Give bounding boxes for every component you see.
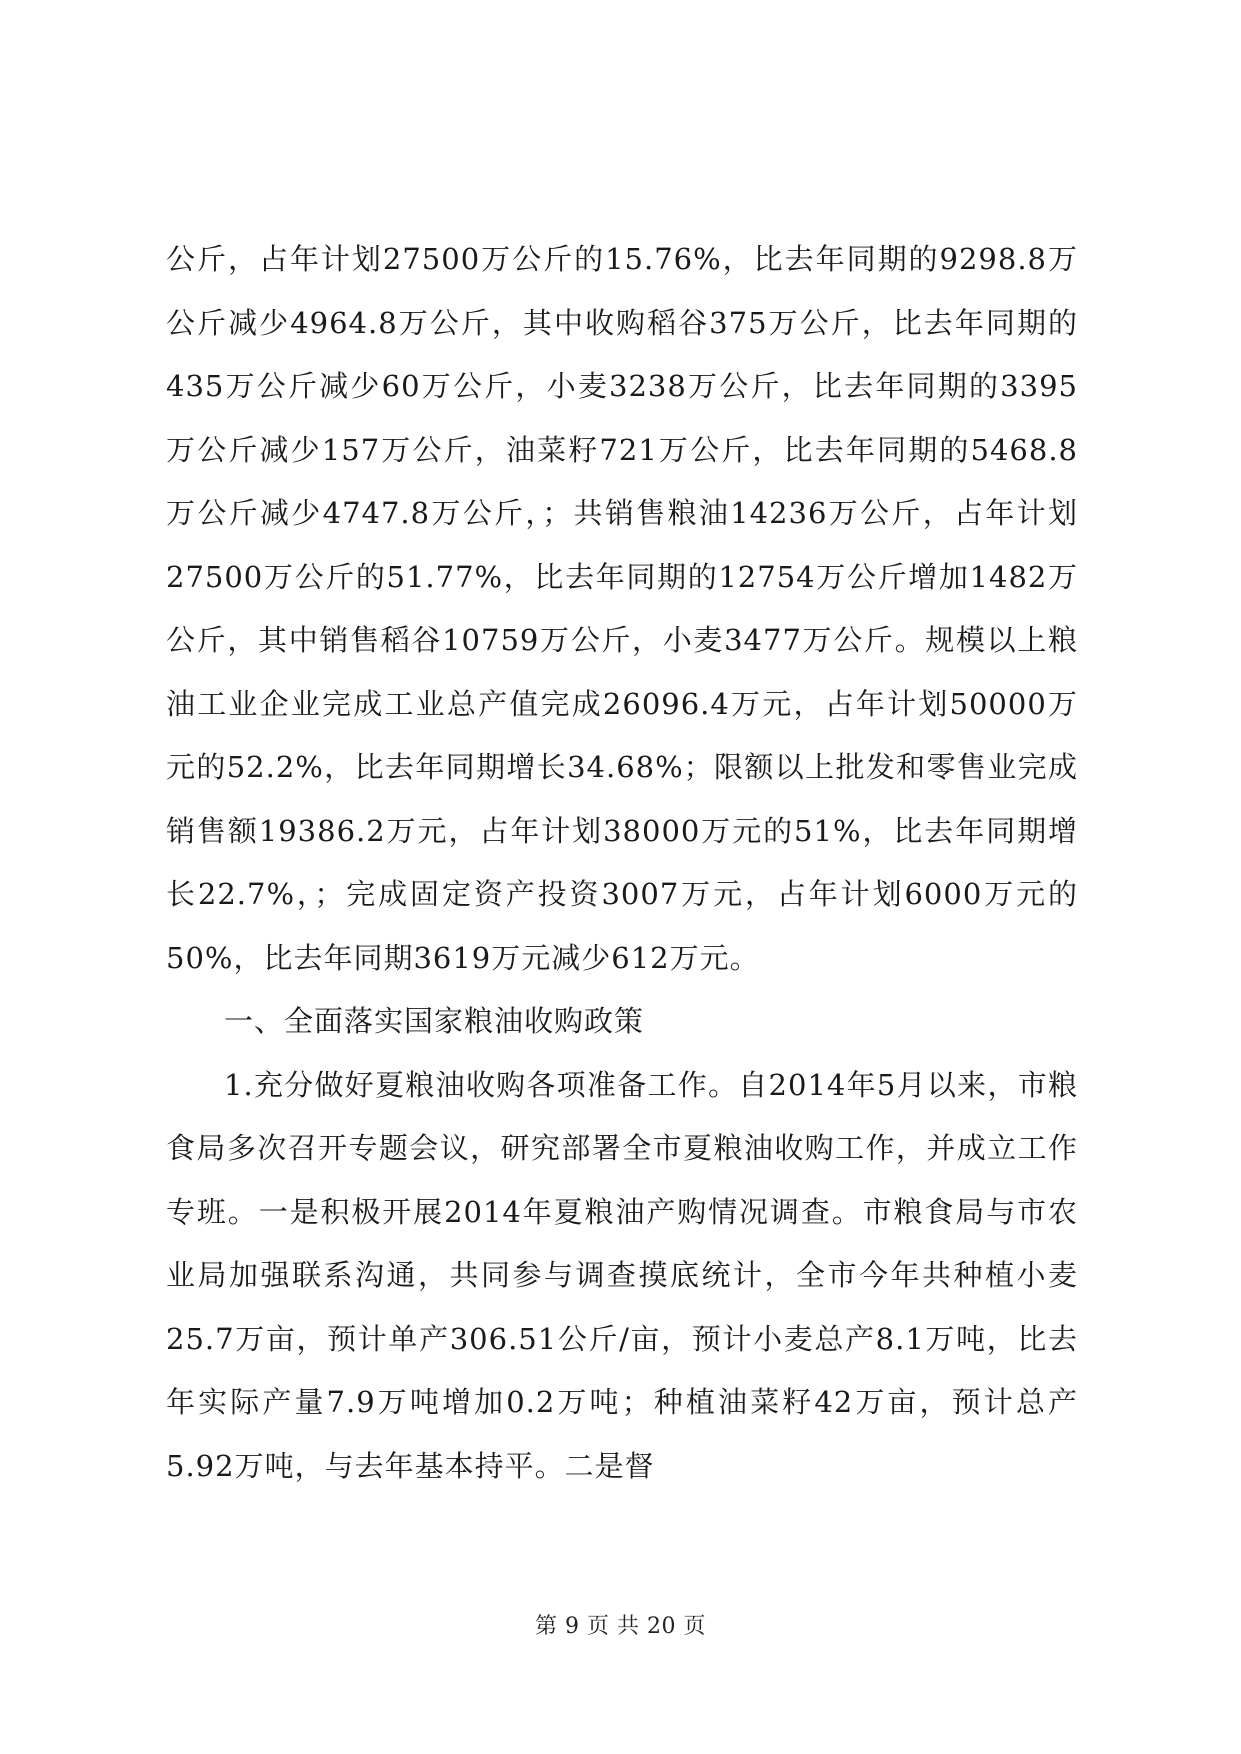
paragraph-statistics: 公斤，占年计划27500万公斤的15.76%，比去年同期的9298.8万公斤减少4964.8万公斤，其中收购稻谷375万公斤，比去年同期的435万公斤减少60万公斤，小麦3238万公斤，比去年同期的3395万公斤减少157万公斤，油菜籽721万公斤，比去年同期的5468.8万公斤减少4747.8万公斤，；共销售粮油14236万公斤，占年计划27500万公斤的51.77%，比去年同期的12754万公斤增加1482万公斤，其中销售稻谷10759万公斤，小麦3477万公斤。规模以上粮油工业企业完成工业总产值完成26096.4万元，占年计划50000万元的52.2%，比去年同期增长34.68%；限额以上批发和零售业完成销售额19386.2万元，占年计划38000万元的51%，比去年同期增长22.7%，；完成固定资产投资3007万元，占年计划6000万元的50%，比去年同期3619万元减少612万元。 [166, 242, 1078, 975]
section-heading: 一、全面落实国家粮油收购政策 [224, 1004, 645, 1038]
document-body [166, 228, 1078, 1498]
paragraph-preparation: 1.充分做好夏粮油收购各项准备工作。自2014年5月以来，市粮食局多次召开专题会议，研究部署全市夏粮油收购工作，并成立工作专班。一是积极开展2014年夏粮油产购情况调查。市粮食局与市农业局加强联系沟通，共同参与调查摸底统计，全市今年共种植小麦25.7万亩，预计单产306.51公斤/亩，预计小麦总产8.1万吨，比去年实际产量7.9万吨增加0.2万吨；种植油菜籽42万亩，预计总产5.92万吨，与去年基本持平。二是督 [166, 1067, 1078, 1483]
page-number-footer: 第 9 页 共 20 页 [535, 1614, 706, 1639]
